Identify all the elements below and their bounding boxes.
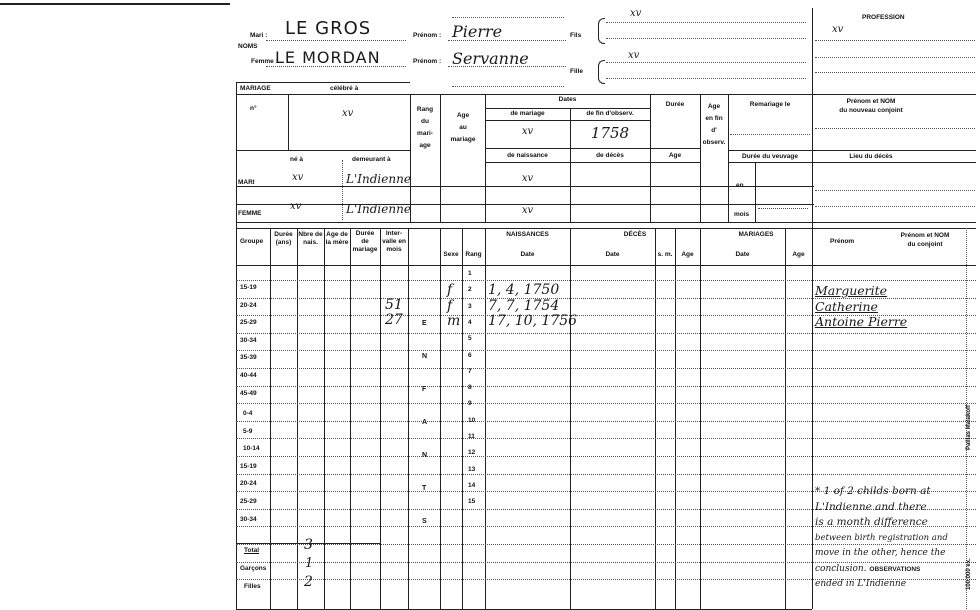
mari-naissance-value: xv (521, 173, 534, 184)
enfants-letter: T (422, 485, 427, 492)
mari-prenom: Pierre (452, 22, 503, 41)
fils-label: Fils (570, 32, 582, 39)
femme-ne-value: xv (290, 201, 302, 212)
femme-label: Femme : (251, 58, 278, 65)
age-fin-observ-label: Age en fin d' observ. (702, 103, 726, 146)
mariage-date-value: xv (521, 126, 534, 137)
observation-line: move in the other, hence the (815, 548, 946, 558)
femme-row-label: FEMME (238, 210, 262, 217)
child-prenom: Marguerite (815, 283, 888, 298)
rank-number: 12 (468, 449, 476, 457)
prenom-header: Prénom (830, 238, 855, 245)
mari-ne-value: xv (292, 172, 304, 183)
sm-header: s. m. (657, 251, 673, 258)
numero-label: n° (250, 105, 257, 112)
deces-header: DÉCÈS (623, 231, 647, 238)
rank-number: 11 (468, 433, 475, 440)
rank-number: 14 (468, 481, 476, 489)
filles-value: 2 (304, 574, 313, 590)
observations-label: OBSERVATIONS (869, 565, 921, 573)
mari-prenom-label: Prénom : (413, 32, 442, 39)
rang-header: Rang (465, 251, 482, 258)
child-sex: f (447, 297, 453, 314)
age-group-label: 30-34 (240, 515, 257, 523)
age-group-label: 5-9 (243, 427, 253, 435)
dates-label: Dates (558, 96, 577, 103)
fille-mark: xv (628, 50, 640, 61)
noms-label: NOMS (238, 43, 258, 50)
garcons-label: Garçons (240, 565, 267, 572)
age-group-label: 15-19 (240, 462, 257, 470)
age-group-label: 20-24 (240, 301, 257, 309)
enfants-letter: S (422, 518, 427, 525)
profession-value: xv (832, 24, 844, 35)
rank-number: 4 (468, 318, 472, 326)
deces-date-header: Date (605, 251, 620, 258)
nouveau-conjoint-label: Prénom et NOM du nouveau conjoint (839, 98, 903, 114)
femme-naissance-value: xv (521, 205, 534, 216)
age-group-label: 45-49 (240, 389, 257, 397)
observation-line: between birth registration and (815, 532, 948, 543)
observations-text (815, 484, 948, 593)
sexe-header: Sexe (443, 251, 459, 258)
duree-ans-header: Durée (ans) (274, 231, 293, 246)
print-run-side-text: 100.000 ex. (966, 558, 972, 590)
age-group-label: 15-19 (240, 284, 257, 291)
femme-surname: LE MORDAN (275, 48, 381, 67)
age-group-label: 25-29 (240, 319, 257, 327)
fin-observ-value: 1758 (590, 124, 630, 142)
rank-number: 5 (468, 335, 472, 343)
naissances-header: NAISSANCES (506, 231, 549, 238)
intervalle-header: Inter- valle en mois (382, 230, 406, 253)
age-group-label: 25-29 (240, 498, 257, 505)
rank-number: 8 (468, 384, 472, 392)
age-group-label: 20-24 (240, 480, 257, 488)
age-mariage-label: Age au mariage (450, 112, 476, 143)
mariages-header: MARIAGES (738, 231, 774, 238)
de-mariage-label: de mariage (510, 110, 545, 117)
rank-number: 15 (468, 498, 476, 506)
mariage-date-header: Date (735, 251, 750, 258)
observation-line: is a month difference (815, 516, 928, 528)
mariage-label: MARIAGE (240, 85, 271, 92)
celebre-value: xv (342, 108, 354, 119)
garcons-value: 1 (305, 556, 314, 571)
mariage-age-header: Age (792, 251, 805, 258)
enfants-letter: E (422, 320, 427, 327)
age-group-label: 30-34 (240, 336, 257, 344)
lieu-deces-label: Lieu du décès (849, 153, 893, 160)
enfants-letter: N (422, 353, 428, 360)
duree-veuvage-label: Durée du veuvage (742, 153, 798, 160)
rank-number: 3 (468, 302, 472, 310)
observation-line: ended in L'Indienne (815, 579, 907, 589)
age-group-label: 35-39 (240, 354, 257, 362)
prenom-nom-conjoint-header: Prénom et NOM du conjoint (900, 232, 950, 248)
femme-demeurant-value: L'Indienne (346, 202, 411, 216)
groupe-header: Groupe (240, 238, 264, 245)
child-sex: m (447, 313, 461, 329)
fille-label: Fille (570, 68, 584, 75)
mari-row-label: MARI (238, 179, 255, 186)
child-birth-date: 17, 10, 1756 (488, 313, 578, 329)
nbre-nais-header: Nbre de nais. (298, 231, 323, 246)
de-deces-label: de décès (596, 152, 624, 159)
rank-number: 13 (468, 465, 476, 473)
deces-age-header: Age (681, 251, 694, 258)
rank-number: 9 (468, 400, 472, 408)
observation-line: conclusion. OBSERVATIONS (815, 563, 921, 574)
age-group-label: 40-44 (240, 372, 257, 379)
duree-mariage-header: Durée de mariage (352, 230, 378, 253)
age-label: Age (668, 152, 682, 159)
en-label: en (736, 182, 744, 189)
duree-label: Durée (665, 101, 685, 108)
child-sex: f (447, 282, 453, 298)
child-prenom: Catherine (815, 298, 878, 314)
child-prenom: Antoine Pierre (815, 314, 908, 329)
ne-a-label: né à (290, 156, 304, 163)
filles-label: Filles (244, 583, 261, 590)
naissance-date-header: Date (520, 251, 535, 258)
fin-observ-label: de fin d'observ. (586, 110, 634, 117)
mari-surname: LE GROS (285, 18, 372, 39)
remariage-label: Remariage le (749, 101, 791, 108)
age-mere-header: Age de la mère (325, 231, 349, 246)
rank-number: 1 (468, 270, 472, 277)
enfants-letter: A (422, 419, 428, 426)
celebre-label: célébré à (330, 85, 359, 92)
total-label: Total (244, 547, 260, 554)
demeurant-label: demeurant à (352, 156, 391, 163)
publisher-side-text: Paillas Malakoff (966, 404, 972, 450)
rank-number: 2 (468, 286, 472, 294)
age-group-label: 0-4 (243, 410, 253, 417)
femme-prenom-label: Prénom : (413, 58, 442, 65)
mois-label: mois (734, 211, 750, 218)
enfants-letter: F (422, 386, 427, 393)
femme-prenom: Servanne (452, 49, 529, 68)
rang-mariage-label: Rang du mari- age (416, 106, 434, 149)
rank-number: 10 (468, 416, 476, 424)
child-birth-date: 7, 7, 1754 (488, 297, 560, 314)
observation-line: * 1 of 2 childs born at (815, 485, 931, 497)
child-birth-date: 1, 4, 1750 (488, 282, 560, 298)
de-naissance-label: de naissance (507, 152, 548, 159)
fils-mark: xv (630, 8, 642, 19)
observation-line: L'Indienne and there (815, 500, 927, 513)
child-interval: 51 (385, 296, 403, 313)
profession-label: PROFESSION (862, 14, 905, 21)
mari-demeurant-value: L'Indienne (346, 172, 411, 186)
age-group-label: 10-14 (243, 445, 260, 453)
total-value: 3 (304, 537, 313, 553)
enfants-letter: N (422, 452, 428, 459)
rank-number: 6 (468, 351, 472, 359)
mari-label: Mari : (250, 32, 268, 39)
child-interval: 27 (385, 312, 403, 328)
rank-number: 7 (468, 367, 472, 375)
